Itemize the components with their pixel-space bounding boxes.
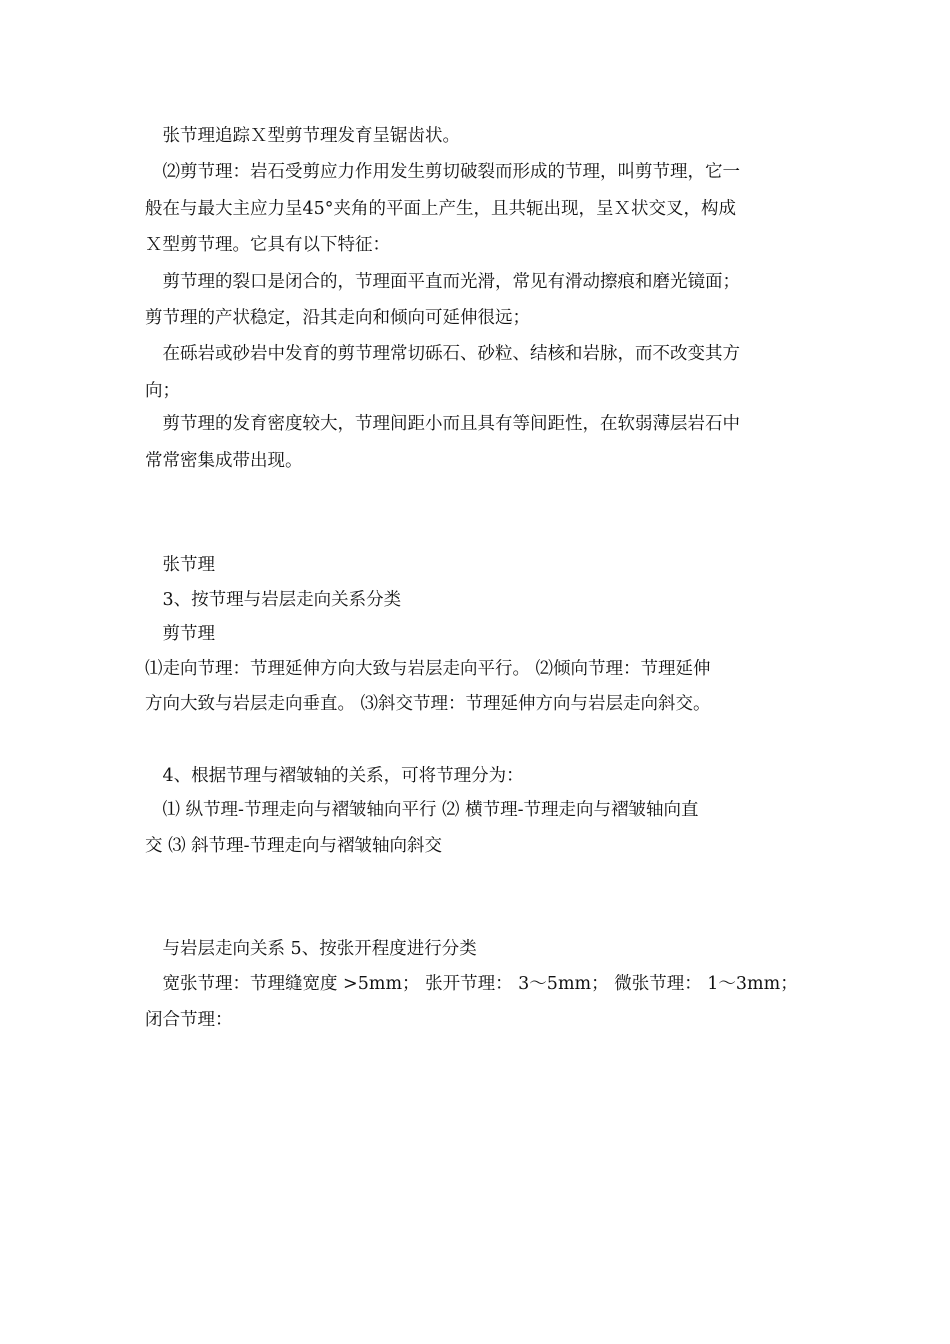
text-line: 向；	[145, 381, 180, 401]
text-line: 剪节理	[145, 624, 215, 644]
text-line: 剪节理的产状稳定，沿其走向和倾向可延伸很远；	[145, 308, 530, 328]
text-line: 剪节理的裂口是闭合的，节理面平直而光滑，常见有滑动擦痕和磨光镜面；	[145, 272, 740, 292]
text-line: 张节理	[145, 555, 215, 575]
text-line: 剪节理的发育密度较大，节理间距小而且具有等间距性，在软弱薄层岩石中	[145, 414, 740, 434]
text-line: 3、按节理与岩层走向关系分类	[145, 590, 402, 610]
text-line: 交 ⑶ 斜节理-节理走向与褶皱轴向斜交	[145, 836, 443, 856]
text-line: 闭合节理：	[145, 1010, 233, 1030]
text-line: Ｘ型剪节理。它具有以下特征：	[145, 235, 390, 255]
text-line: 般在与最大主应力呈45°夹角的平面上产生，且共轭出现，呈Ｘ状交叉，构成	[145, 199, 737, 219]
text-line: 方向大致与岩层走向垂直。 ⑶斜交节理：节理延伸方向与岩层走向斜交。	[145, 694, 711, 714]
text-line: 常常密集成带出现。	[145, 451, 303, 471]
text-line: ⑵剪节理：岩石受剪应力作用发生剪切破裂而形成的节理，叫剪节理，它一	[145, 162, 740, 182]
text-line: ⑴ 纵节理-节理走向与褶皱轴向平行 ⑵ 横节理-节理走向与褶皱轴向直	[145, 800, 699, 820]
text-line: 在砾岩或砂岩中发育的剪节理常切砾石、砂粒、结核和岩脉，而不改变其方	[145, 344, 740, 364]
text-line: 张节理追踪Ｘ型剪节理发育呈锯齿状。	[145, 126, 460, 146]
text-line: 与岩层走向关系 5、按张开程度进行分类	[145, 939, 477, 959]
text-line: ⑴走向节理：节理延伸方向大致与岩层走向平行。 ⑵倾向节理：节理延伸	[145, 659, 711, 679]
text-line: 4、根据节理与褶皱轴的关系，可将节理分为：	[145, 766, 524, 786]
text-line: 宽张节理：节理缝宽度 >5mm； 张开节理： 3～5mm； 微张节理： 1～3mm；	[145, 974, 798, 994]
